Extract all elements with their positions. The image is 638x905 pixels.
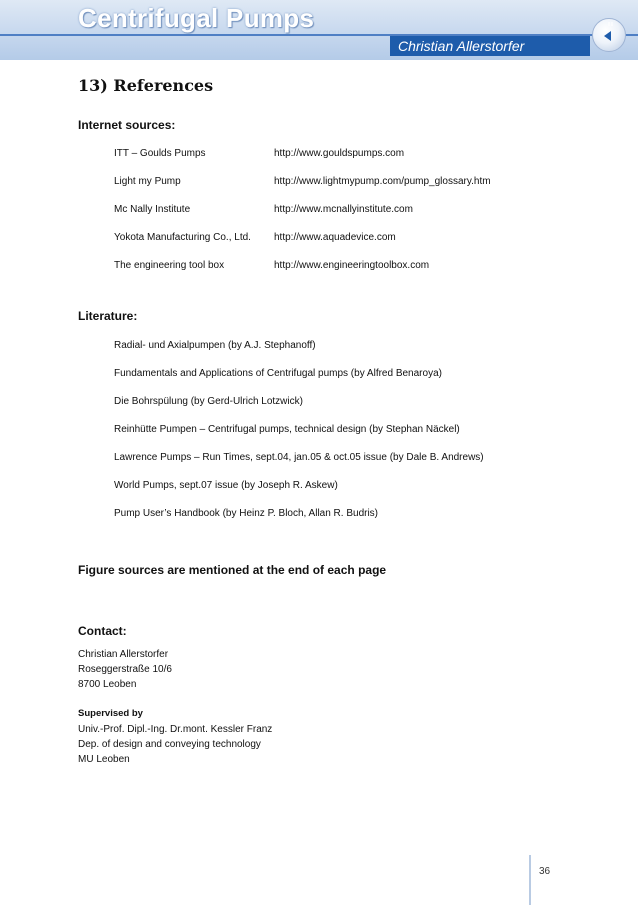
literature-item: Reinhütte Pumpen – Centrifugal pumps, technical design (by Stephan Näckel) [114, 424, 460, 435]
supervisor-university: MU Leoben [78, 754, 130, 765]
document-title: Centrifugal Pumps [78, 3, 315, 33]
literature-item: World Pumps, sept.07 issue (by Joseph R. Askew) [114, 480, 338, 491]
play-button[interactable] [592, 18, 626, 52]
literature-item: Pump User’s Handbook (by Heinz P. Bloch, Allan R. Budris) [114, 508, 379, 519]
page-number: 36 [539, 866, 551, 877]
contact-name: Christian Allerstorfer [78, 649, 169, 660]
figure-sources-note: Figure sources are mentioned at the end of each page [78, 563, 387, 577]
source-name: Light my Pump [114, 176, 181, 187]
page-number-bar [529, 855, 531, 905]
literature-label: Literature: [78, 309, 138, 323]
source-url[interactable]: http://www.gouldspumps.com [274, 148, 405, 159]
literature-item: Radial- und Axialpumpen (by A.J. Stephanoff) [114, 340, 316, 351]
source-name: The engineering tool box [114, 260, 225, 271]
contact-street: Roseggerstraße 10/6 [78, 664, 172, 675]
literature-item: Lawrence Pumps – Run Times, sept.04, jan.05 & oct.05 issue (by Dale B. Andrews) [114, 452, 484, 463]
source-name: ITT – Goulds Pumps [114, 148, 206, 159]
literature-item: Fundamentals and Applications of Centrifugal pumps (by Alfred Benaroya) [114, 368, 442, 379]
source-url[interactable]: http://www.aquadevice.com [274, 232, 396, 243]
page-heading: 13) References [78, 76, 214, 95]
author-name: Christian Allerstorfer [398, 38, 525, 54]
source-name: Yokota Manufacturing Co., Ltd. [114, 232, 251, 243]
source-url[interactable]: http://www.mcnallyinstitute.com [274, 204, 413, 215]
source-url[interactable]: http://www.lightmypump.com/pump_glossary.htm [274, 176, 491, 187]
play-icon [593, 19, 627, 53]
supervised-label: Supervised by [78, 708, 143, 719]
source-name: Mc Nally Institute [114, 204, 191, 215]
internet-sources-label: Internet sources: [78, 118, 176, 132]
supervisor-name: Univ.-Prof. Dipl.-Ing. Dr.mont. Kessler Franz [78, 724, 273, 735]
contact-city: 8700 Leoben [78, 679, 137, 690]
literature-item: Die Bohrspülung (by Gerd-Ulrich Lotzwick) [114, 396, 303, 407]
supervisor-department: Dep. of design and conveying technology [78, 739, 261, 750]
contact-label: Contact: [78, 624, 127, 638]
source-url[interactable]: http://www.engineeringtoolbox.com [274, 260, 430, 271]
